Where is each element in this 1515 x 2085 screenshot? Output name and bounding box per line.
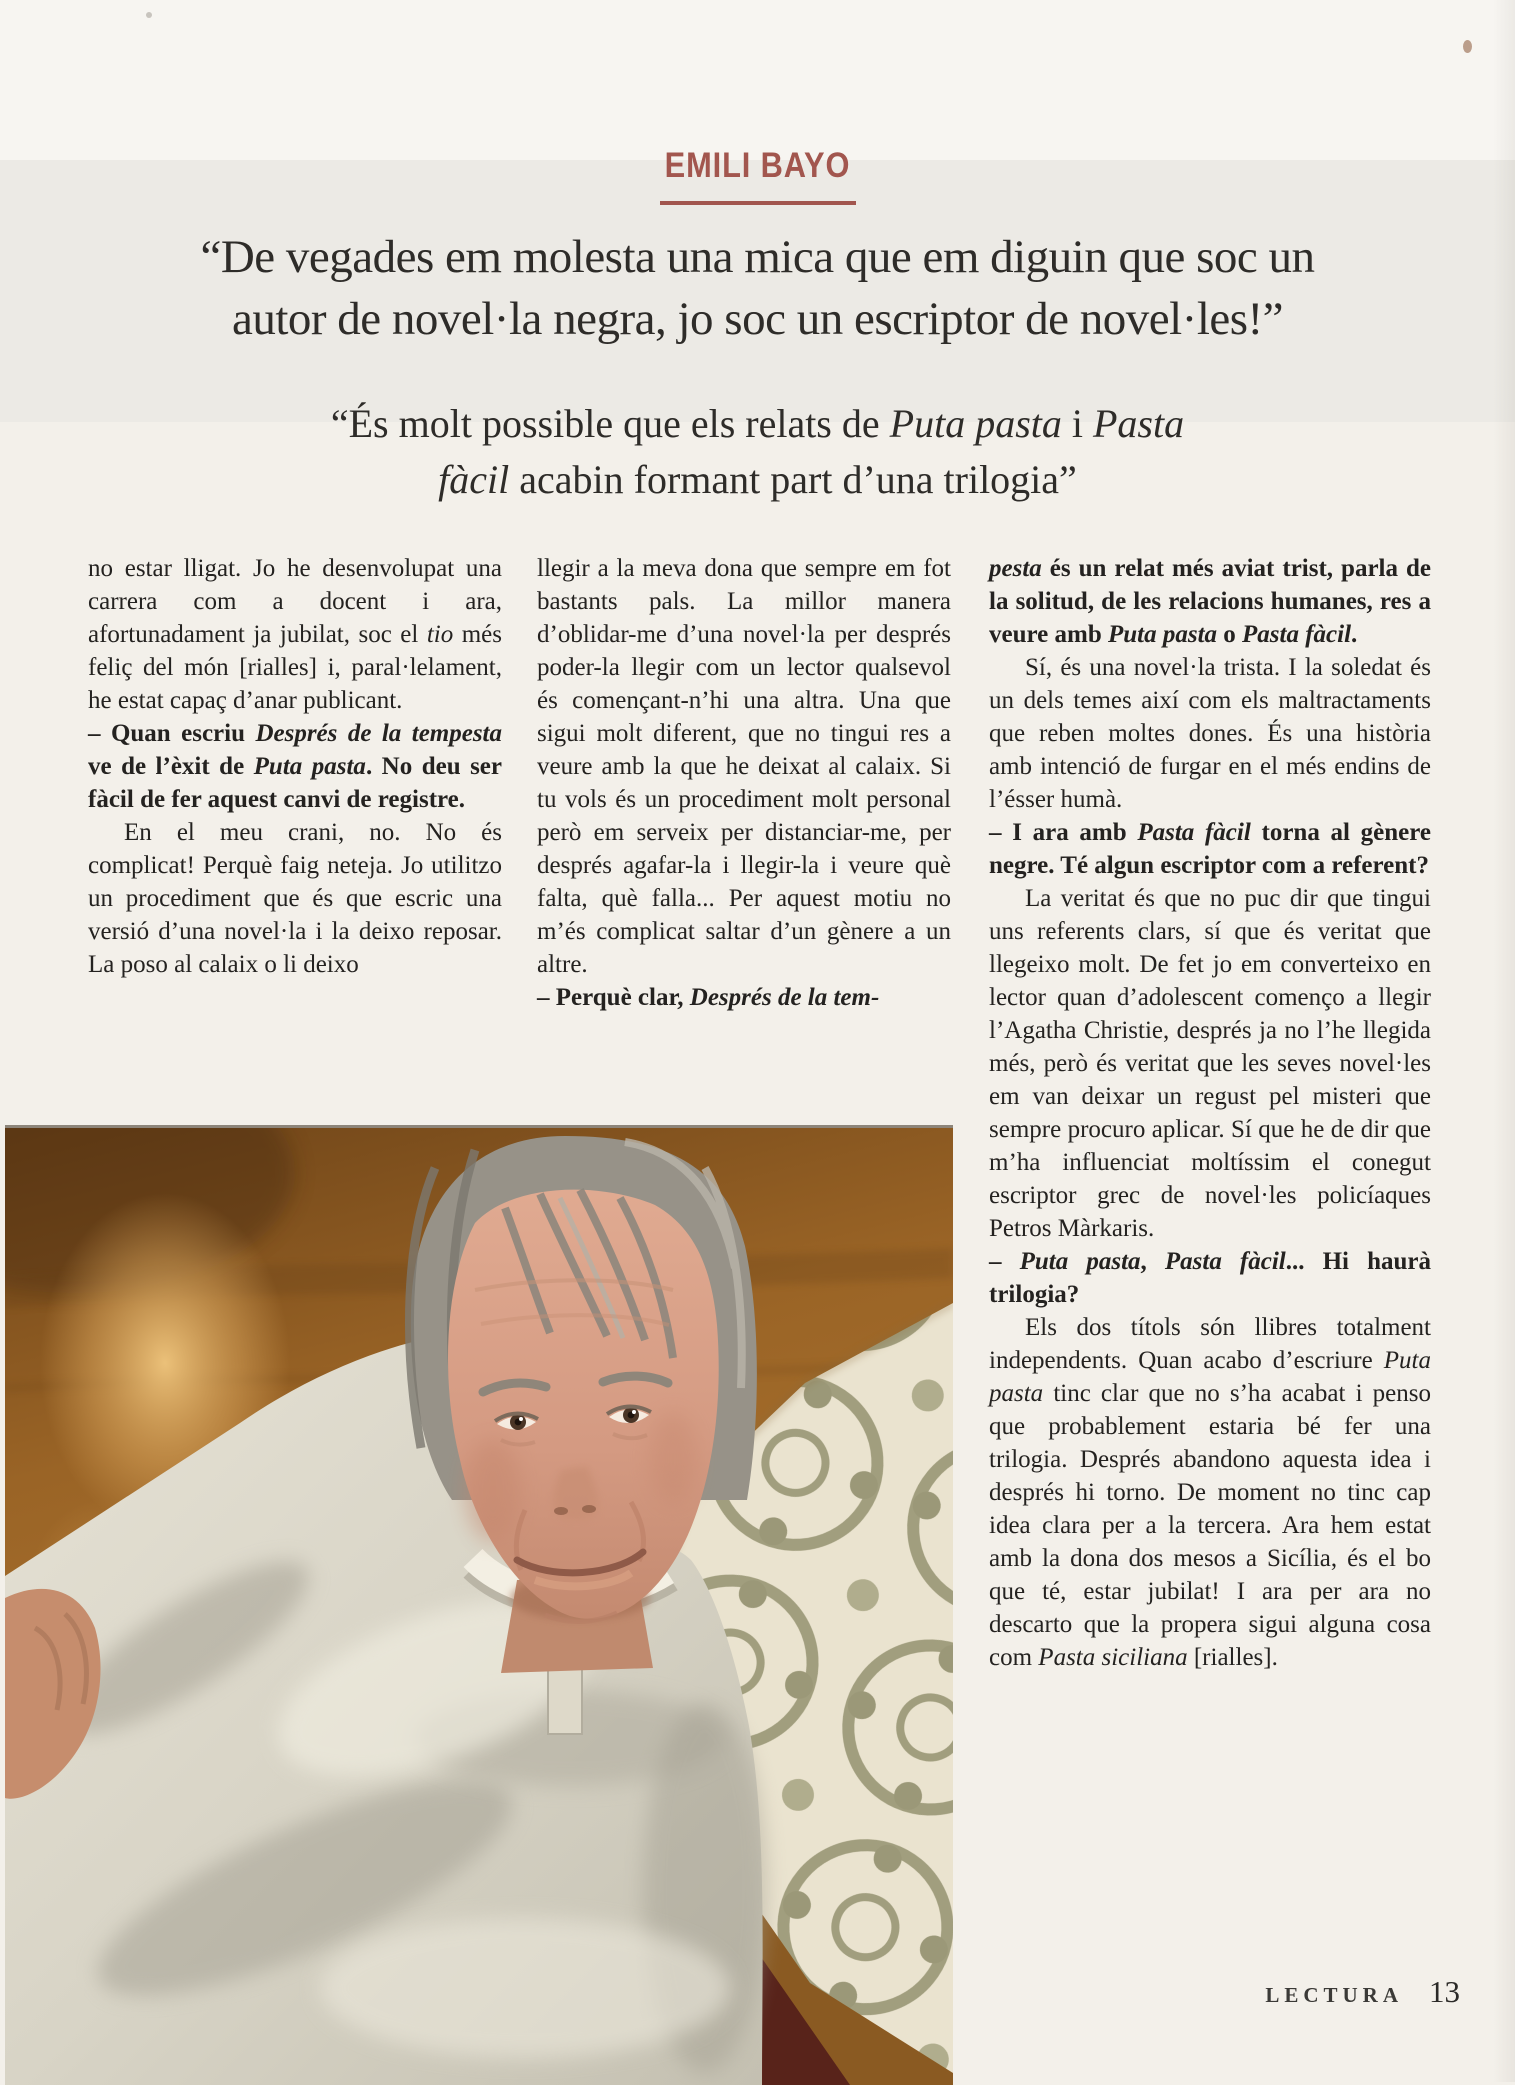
headline-line-2: autor de novel·la negra, jo soc un escriptor de novel·les!” [231, 293, 1284, 345]
subheadline-line-2: fàcil acabin formant part d’una trilogia” [438, 457, 1077, 502]
col1-continuation-paragraph: no estar lligat. Jo he desenvolupat una carrera com a docent i ara, afortunadament ja jubilat, soc el tio més feliç del món [rialles] i, paral·lelament, he estat capaç d’anar publicant. [88, 555, 502, 714]
scan-light-band [0, 0, 1515, 160]
scan-speck [1463, 40, 1472, 53]
page-number: 13 [1429, 1974, 1460, 2009]
col3-interview-answer-2: La veritat és que no puc dir que tingui uns referents clars, sí que és veritat que llegeixo molt. De fet jo em converteixo en lector quan d’adolescent començo a llegir l’Agatha Christie, després ja no l’he llegida més, però és veritat que les seves novel·les em van deixar un regust pel misteri que sempre procuro aplicar. Sí que he de dir que m’ha influenciat moltíssim el conegut escriptor grec de novel·les policíaques Petros Màrkaris. [989, 885, 1431, 1242]
headline-line-1: “De vegades em molesta una mica que em diguin que soc un [200, 231, 1315, 283]
col2-interview-question: – Perquè clar, Després de la tem- [537, 984, 880, 1011]
scan-speck [146, 12, 152, 18]
col3-interview-answer-3: Els dos títols són llibres totalment independents. Quan acabo d’escriure Puta pasta tinc clar que no s’ha acabat i penso que probablement estaria bé fer una trilogia. Després abandono aquesta idea i després hi torno. De moment no tinc cap idea clara per a la tercera. Ara hem estat amb la dona dos mesos a Sicília, és el bo que té, estar jubilat! I ara per ara no descarto que la propera sigui alguna cosa com Pasta siciliana [rialles]. [989, 1314, 1431, 1671]
page-footer [1265, 1974, 1460, 2010]
col1-interview-answer: En el meu crani, no. No és complicat! Perquè faig neteja. Jo utilitzo un procediment que és que escric una versió d’una novel·la i la deixo reposar. La poso al calaix o li deixo [88, 819, 502, 978]
article-column-3 [989, 552, 1431, 1674]
author-kicker: EMILI BAYO [664, 146, 851, 185]
col3-interview-answer-1: Sí, és una novel·la trista. I la soledat és un dels temes així com els maltractaments que reben moltes dones. És una història amb intenció de furgar en el més endins de l’ésser humà. [989, 654, 1431, 813]
col2-continuation-paragraph: llegir a la meva dona que sempre em fot bastants pals. La millor manera d’oblidar-me d’una novel·la per després poder-la llegir com un lector qualsevol és començant-n’hi una altra. Una que sigui molt diferent, que no tingui res a veure amb la que he deixat al calaix. Si tu vols és un procediment molt personal però em serveix per distanciar-me, per després agafar-la i llegir-la i veure què falta, què falla... Per aquest motiu no m’és complicat saltar d’un gènere a un altre. [537, 555, 951, 978]
col3-question-continuation: pesta és un relat més aviat trist, parla de la solitud, de les relacions humanes, res a veure amb Puta pasta o Pasta fàcil. [989, 555, 1431, 648]
kicker-underline [660, 201, 856, 205]
portrait-illustration [5, 1128, 953, 2085]
col3-interview-question-2: – I ara amb Pasta fàcil torna al gènere negre. Té algun escriptor com a referent? [989, 819, 1432, 879]
article-column-2 [537, 552, 951, 1014]
magazine-name: LECTURA [1265, 1983, 1403, 2007]
author-portrait-photo [5, 1125, 953, 2085]
article-column-1 [88, 552, 502, 981]
col3-interview-question-3: – Puta pasta, Pasta fàcil... Hi haurà trilogia? [989, 1248, 1432, 1308]
headline-quote [0, 226, 1515, 350]
subheadline-quote [0, 396, 1515, 508]
col1-interview-question: – Quan escriu Després de la tempesta ve de l’èxit de Puta pasta. No deu ser fàcil de fer aquest canvi de registre. [88, 720, 503, 813]
subheadline-line-1: “És molt possible que els relats de Puta pasta i Pasta [330, 401, 1185, 446]
